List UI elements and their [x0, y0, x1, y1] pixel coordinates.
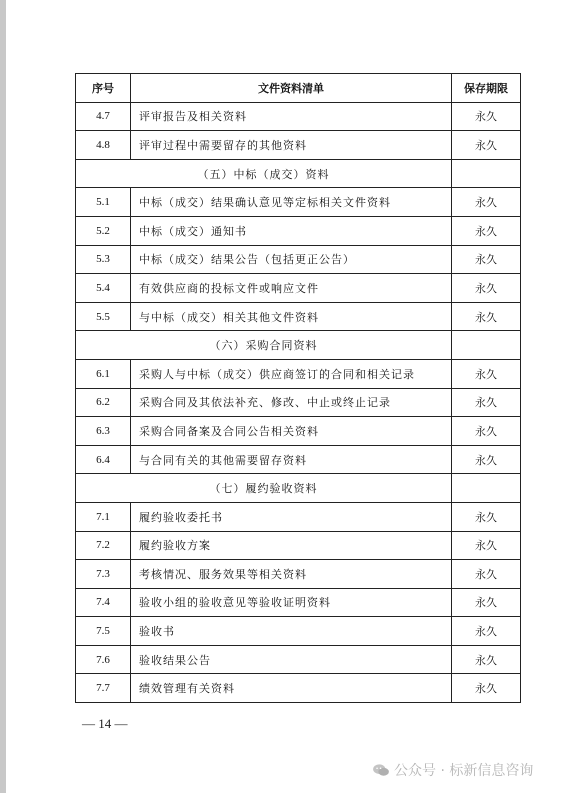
- section-row: [76, 474, 521, 503]
- row-number: 5.5: [76, 302, 131, 331]
- table-row: [76, 359, 521, 388]
- section-row: [76, 331, 521, 360]
- left-margin-bar: [0, 0, 6, 793]
- row-retention-period: 永久: [452, 502, 521, 531]
- row-document-name: 与合同有关的其他需要留存资料: [131, 445, 452, 474]
- row-retention-period: 永久: [452, 588, 521, 617]
- table-row: [76, 274, 521, 303]
- table-row: [76, 102, 521, 131]
- table-row: [76, 617, 521, 646]
- row-retention-period: 永久: [452, 102, 521, 131]
- table-row: [76, 588, 521, 617]
- row-retention-period: 永久: [452, 445, 521, 474]
- row-document-name: 评审报告及相关资料: [131, 102, 452, 131]
- table-row: [76, 388, 521, 417]
- row-number: 7.4: [76, 588, 131, 617]
- row-retention-period: 永久: [452, 245, 521, 274]
- row-number: 7.6: [76, 645, 131, 674]
- row-document-name: 履约验收方案: [131, 531, 452, 560]
- table-row: [76, 245, 521, 274]
- row-number: 6.2: [76, 388, 131, 417]
- table-row: [76, 302, 521, 331]
- table-row: [76, 445, 521, 474]
- row-number: 4.8: [76, 131, 131, 160]
- row-number: 7.5: [76, 617, 131, 646]
- row-document-name: 采购人与中标（成交）供应商签订的合同和相关记录: [131, 359, 452, 388]
- row-number: 5.2: [76, 216, 131, 245]
- row-document-name: 绩效管理有关资料: [131, 674, 452, 703]
- row-retention-period: 永久: [452, 645, 521, 674]
- section-title: （六）采购合同资料: [76, 331, 452, 360]
- row-number: 7.7: [76, 674, 131, 703]
- row-number: 5.1: [76, 188, 131, 217]
- row-document-name: 考核情况、服务效果等相关资料: [131, 560, 452, 589]
- table-row: [76, 645, 521, 674]
- row-retention-period: 永久: [452, 417, 521, 446]
- page-number: — 14 —: [82, 716, 128, 731]
- row-retention-period: 永久: [452, 617, 521, 646]
- row-number: 6.3: [76, 417, 131, 446]
- row-document-name: 与中标（成交）相关其他文件资料: [131, 302, 452, 331]
- section-title: （五）中标（成交）资料: [76, 159, 452, 188]
- row-document-name: 验收小组的验收意见等验收证明资料: [131, 588, 452, 617]
- row-number: 4.7: [76, 102, 131, 131]
- row-number: 5.4: [76, 274, 131, 303]
- table-header-row: [76, 74, 521, 103]
- watermark: [372, 760, 533, 780]
- section-empty-cell: [452, 331, 521, 360]
- records-table: [75, 73, 521, 703]
- row-document-name: 采购合同及其依法补充、修改、中止或终止记录: [131, 388, 452, 417]
- row-retention-period: 永久: [452, 674, 521, 703]
- row-retention-period: 永久: [452, 531, 521, 560]
- row-document-name: 验收书: [131, 617, 452, 646]
- section-empty-cell: [452, 474, 521, 503]
- row-document-name: 中标（成交）结果公告（包括更正公告）: [131, 245, 452, 274]
- header-number: 序号: [76, 74, 131, 103]
- header-document-list: 文件资料清单: [131, 74, 452, 103]
- row-retention-period: 永久: [452, 359, 521, 388]
- section-row: [76, 159, 521, 188]
- row-document-name: 有效供应商的投标文件或响应文件: [131, 274, 452, 303]
- row-document-name: 中标（成交）结果确认意见等定标相关文件资料: [131, 188, 452, 217]
- section-title: （七）履约验收资料: [76, 474, 452, 503]
- row-retention-period: 永久: [452, 216, 521, 245]
- row-number: 6.4: [76, 445, 131, 474]
- section-empty-cell: [452, 159, 521, 188]
- row-document-name: 履约验收委托书: [131, 502, 452, 531]
- header-retention-period: 保存期限: [452, 74, 521, 103]
- table-row: [76, 674, 521, 703]
- row-retention-period: 永久: [452, 302, 521, 331]
- row-number: 5.3: [76, 245, 131, 274]
- row-retention-period: 永久: [452, 131, 521, 160]
- row-document-name: 评审过程中需要留存的其他资料: [131, 131, 452, 160]
- table-row: [76, 131, 521, 160]
- table-row: [76, 560, 521, 589]
- table-body: [76, 102, 521, 702]
- table-row: [76, 417, 521, 446]
- row-document-name: 验收结果公告: [131, 645, 452, 674]
- row-number: 7.2: [76, 531, 131, 560]
- row-retention-period: 永久: [452, 560, 521, 589]
- row-number: 6.1: [76, 359, 131, 388]
- row-document-name: 采购合同备案及合同公告相关资料: [131, 417, 452, 446]
- row-number: 7.3: [76, 560, 131, 589]
- watermark-text: 公众号 · 标新信息咨询: [394, 763, 534, 779]
- wechat-icon: [372, 763, 390, 777]
- row-document-name: 中标（成交）通知书: [131, 216, 452, 245]
- row-retention-period: 永久: [452, 188, 521, 217]
- table-row: [76, 531, 521, 560]
- table-row: [76, 216, 521, 245]
- row-retention-period: 永久: [452, 388, 521, 417]
- table-row: [76, 502, 521, 531]
- row-number: 7.1: [76, 502, 131, 531]
- row-retention-period: 永久: [452, 274, 521, 303]
- table-row: [76, 188, 521, 217]
